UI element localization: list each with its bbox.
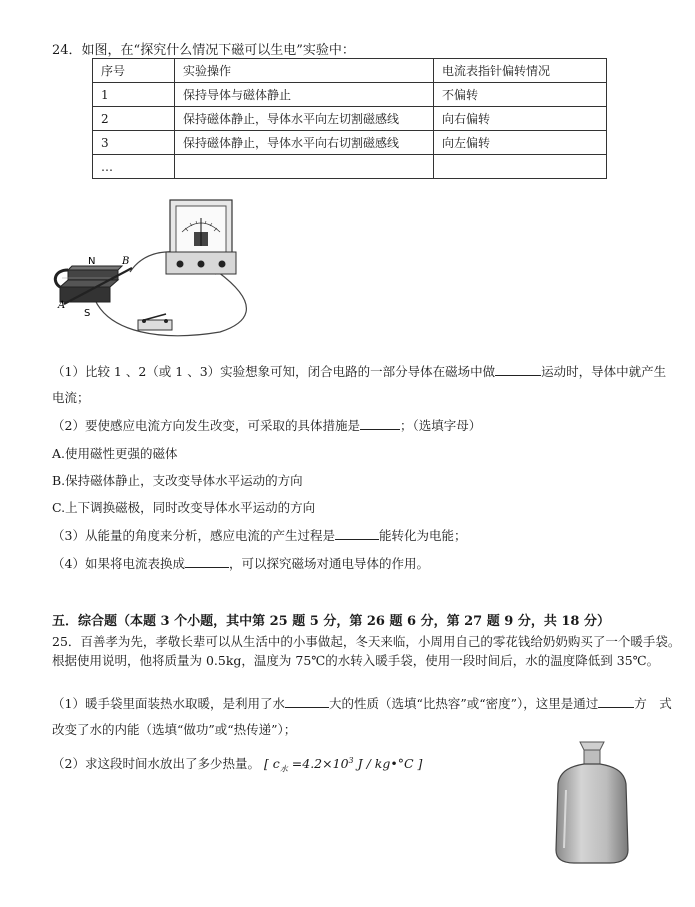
answer-blank[interactable] (598, 695, 634, 708)
answer-blank[interactable] (285, 695, 329, 708)
q24-sub4-tail: ，可以探究磁场对通电导体的作用。 (228, 556, 429, 571)
q24-sub3-tail: 能转化为电能； (378, 528, 467, 543)
q25-sub2-text: （2）求这段时间水放出了多少热量。 (52, 756, 260, 771)
table-cell: 1 (93, 83, 175, 107)
q24-sub1-line2: 电流； (52, 390, 90, 405)
table-header-cell: 实验操作 (175, 59, 434, 83)
q25-sub1-tail: 方 式 (634, 696, 672, 711)
formula-subscript: 水 (279, 764, 288, 774)
table-cell: 2 (93, 107, 175, 131)
induction-experiment-figure (50, 192, 310, 342)
table-cell (175, 155, 434, 179)
q24-sub4 (52, 554, 429, 572)
formula-value: =4.2×10 (287, 756, 349, 771)
table-cell: 3 (93, 131, 175, 155)
formula-exponent: 3 (348, 755, 354, 765)
magnet-s-label: S (84, 308, 91, 319)
option-c: C.上下调换磁极，同时改变导体水平运动的方向 (52, 500, 316, 515)
q24-sub3-text: （3）从能量的角度来分析，感应电流的产生过程是 (52, 528, 335, 543)
q25-sub2 (52, 754, 422, 775)
table-header-cell: 序号 (93, 59, 175, 83)
q25-sub1-line1 (52, 694, 672, 712)
magnet-n-label: N (88, 256, 96, 267)
table-cell: 不偏转 (434, 83, 607, 107)
table-header-cell: 电流表指针偏转情况 (434, 59, 607, 83)
switch-icon (138, 314, 172, 330)
q25-stem: 25．百善孝为先，孝敬长辈可以从生活中的小事做起，冬天来临，小周用自己的零花钱给奶奶购买了一个暖手袋。根据使用说明，他将质量为 0.5kg，温度为 75℃的水转入暖手袋，使用一段时间后，水的温度降低到 35℃。 (52, 634, 681, 668)
answer-blank[interactable] (495, 363, 541, 376)
formula-unit: J / kg•°C ] (353, 756, 423, 771)
section-5-title: 五．综合题（本题 3 个小题，其中第 25 题 5 分，第 26 题 6 分，第 27 题 9 分，共 18 分） (52, 614, 610, 629)
table-row (93, 131, 607, 155)
conductor-a-label: A (58, 300, 66, 311)
q25-sub1-text: （1）暖手袋里面装热水取暖，是利用了水 (52, 696, 285, 711)
q24-sub4-text: （4）如果将电流表换成 (52, 556, 185, 571)
table-row (93, 155, 607, 179)
hot-water-bottle-icon (552, 740, 632, 865)
galvanometer-icon (166, 200, 236, 274)
q24-sub1-line1 (52, 362, 666, 380)
answer-blank[interactable] (335, 527, 379, 540)
q24-sub1-text-tail: 运动时，导体中就产生 (541, 364, 667, 379)
q24-sub2 (52, 416, 481, 434)
option-b: B.保持磁体静止，支改变导体水平运动的方向 (52, 473, 303, 488)
table-row (93, 107, 607, 131)
q25-sub1-line2: 改变了水的内能（选填“做功”或“热传递”）； (52, 722, 297, 737)
specific-heat-formula (263, 755, 423, 774)
q24-sub2-text: （2）要使感应电流方向发生改变，可采取的具体措施是 (52, 418, 360, 433)
formula-open: [ c (263, 756, 280, 771)
answer-blank[interactable] (185, 555, 229, 568)
table-cell: 保持导体与磁体静止 (175, 83, 434, 107)
question-24-title: 24．如图，在“探究什么情况下磁可以生电”实验中： (52, 43, 355, 58)
table-cell (434, 155, 607, 179)
table-header-row (93, 59, 607, 83)
table-cell: 保持磁体静止，导体水平向左切割磁感线 (175, 107, 434, 131)
q24-sub1-text: （1）比较 1 、2（或 1 、3）实验想象可知，闭合电路的一部分导体在磁场中做 (52, 364, 496, 379)
option-a: A.使用磁性更强的磁体 (52, 446, 178, 461)
table-row (93, 83, 607, 107)
table-cell: 向左偏转 (434, 131, 607, 155)
answer-blank[interactable] (360, 417, 400, 430)
q24-sub2-tail: ；（选填字母） (399, 418, 482, 433)
table-cell: … (93, 155, 175, 179)
experiment-table (92, 58, 607, 179)
q24-sub3 (52, 526, 466, 544)
magnet-icon (55, 266, 122, 302)
table-cell: 向右偏转 (434, 107, 607, 131)
table-cell: 保持磁体静止，导体水平向右切割磁感线 (175, 131, 434, 155)
q25-sub1-mid: 大的性质（选填“比热容”或“密度”），这里是通过 (328, 696, 599, 711)
conductor-b-label: B (122, 256, 130, 267)
